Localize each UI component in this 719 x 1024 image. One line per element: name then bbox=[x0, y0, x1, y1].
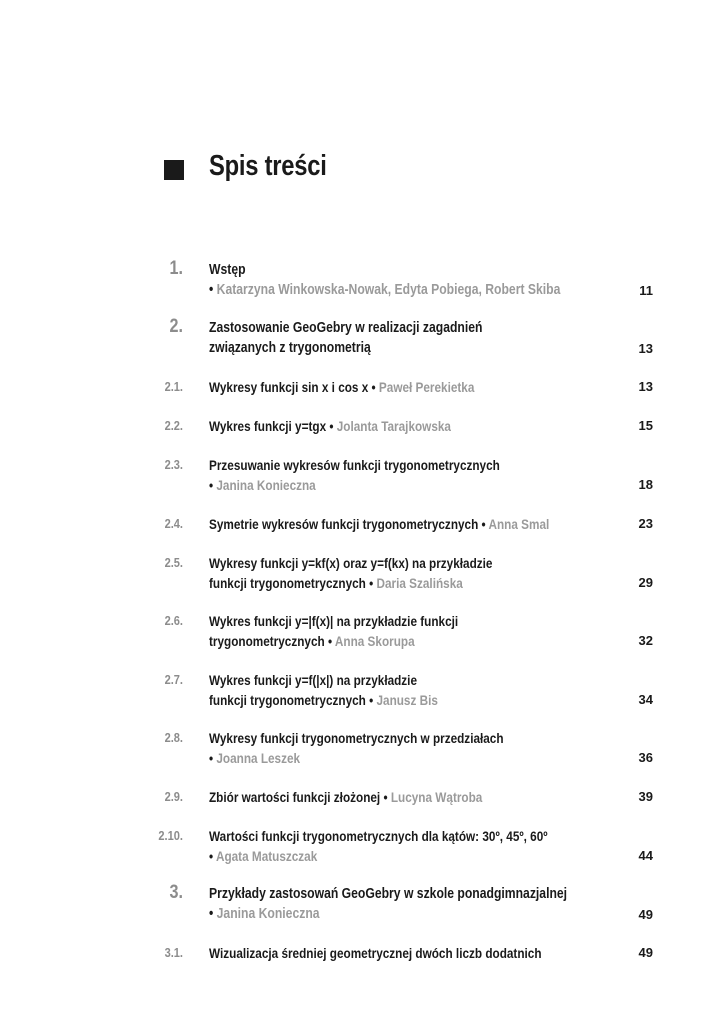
entry-title: Zbiór wartości funkcji złożonej bbox=[209, 789, 381, 805]
page-number: 23 bbox=[638, 516, 653, 531]
entry-title-cont: związanych z trygonometrią bbox=[209, 340, 371, 356]
entry-title: Wizualizacja średniej geometrycznej dwóch liczb dodatnich bbox=[209, 945, 542, 961]
entry-author: Anna Smal bbox=[488, 516, 550, 532]
chapter-number: 2. bbox=[169, 316, 183, 337]
section-number: 2.5. bbox=[164, 555, 183, 570]
section-number: 2.6. bbox=[164, 613, 183, 628]
entry-author: Janina Konieczna bbox=[216, 477, 316, 493]
entry-title: Wykresy funkcji y=kf(x) oraz y=f(kx) na przykładzie bbox=[209, 555, 493, 571]
entry-title: Przesuwanie wykresów funkcji trygonometrycznych bbox=[209, 457, 500, 473]
section-number: 2.7. bbox=[164, 672, 183, 687]
page-title: Spis treści bbox=[209, 150, 327, 182]
page-number: 32 bbox=[638, 633, 653, 648]
chapter-number: 3. bbox=[169, 882, 183, 903]
section-number: 3.1. bbox=[164, 945, 183, 960]
entry-title: Wykres funkcji y=|f(x)| na przykładzie funkcji bbox=[209, 613, 459, 629]
entry-title: Wartości funkcji trygonometrycznych dla kątów: 30º, 45º, 60º bbox=[209, 828, 548, 844]
entry-author: Janina Konieczna bbox=[216, 906, 320, 922]
section-number: 2.9. bbox=[164, 789, 183, 804]
entry-author: Daria Szalińska bbox=[376, 575, 463, 591]
page-number: 13 bbox=[638, 379, 653, 394]
section-number: 2.10. bbox=[158, 828, 183, 843]
page-number: 15 bbox=[638, 418, 653, 433]
entry-author: Jolanta Tarajkowska bbox=[336, 418, 451, 434]
entry-author: Lucyna Wątroba bbox=[390, 789, 483, 805]
section-square-icon bbox=[164, 160, 184, 180]
entry-title: Symetrie wykresów funkcji trygonometrycznych bbox=[209, 516, 479, 532]
entry-title: Wykresy funkcji sin x i cos x bbox=[209, 379, 369, 395]
page-number: 49 bbox=[638, 945, 653, 960]
section-number: 2.1. bbox=[164, 379, 183, 394]
entry-title-cont: trygonometrycznych bbox=[209, 633, 325, 649]
page-number: 36 bbox=[638, 750, 653, 765]
page-number: 49 bbox=[638, 907, 653, 922]
entry-title: Przykłady zastosowań GeoGebry w szkole ponadgimnazjalnej bbox=[209, 886, 568, 902]
section-number: 2.8. bbox=[164, 730, 183, 745]
entry-title: Wykresy funkcji trygonometrycznych w przedziałach bbox=[209, 730, 504, 746]
section-number: 2.3. bbox=[164, 457, 183, 472]
entry-author: Katarzyna Winkowska-Nowak, Edyta Pobiega, Robert Skiba bbox=[216, 282, 561, 298]
page-number: 18 bbox=[638, 477, 653, 492]
entry-author: Agata Matuszczak bbox=[215, 848, 318, 864]
entry-author: Paweł Perekietka bbox=[378, 379, 475, 395]
entry-title: Wstęp bbox=[209, 262, 246, 278]
entry-title-cont: funkcji trygonometrycznych bbox=[209, 692, 366, 708]
entry-title: Wykres funkcji y=f(|x|) na przykładzie bbox=[209, 672, 418, 688]
page-number: 39 bbox=[638, 789, 653, 804]
section-number: 2.2. bbox=[164, 418, 183, 433]
chapter-number: 1. bbox=[169, 258, 183, 279]
entry-title-cont: funkcji trygonometrycznych bbox=[209, 575, 366, 591]
section-number: 2.4. bbox=[164, 516, 183, 531]
entry-author: Janusz Bis bbox=[376, 692, 438, 708]
entry-title: Zastosowanie GeoGebry w realizacji zagadnień bbox=[209, 320, 483, 336]
entry-author: Anna Skorupa bbox=[334, 633, 415, 649]
entry-title: Wykres funkcji y=tgx bbox=[209, 418, 327, 434]
page-number: 29 bbox=[638, 575, 653, 590]
page-number: 34 bbox=[638, 692, 653, 707]
page-number: 44 bbox=[638, 848, 653, 863]
entry-author: Joanna Leszek bbox=[216, 750, 301, 766]
page-number: 13 bbox=[638, 341, 653, 356]
page-number: 11 bbox=[639, 283, 653, 298]
